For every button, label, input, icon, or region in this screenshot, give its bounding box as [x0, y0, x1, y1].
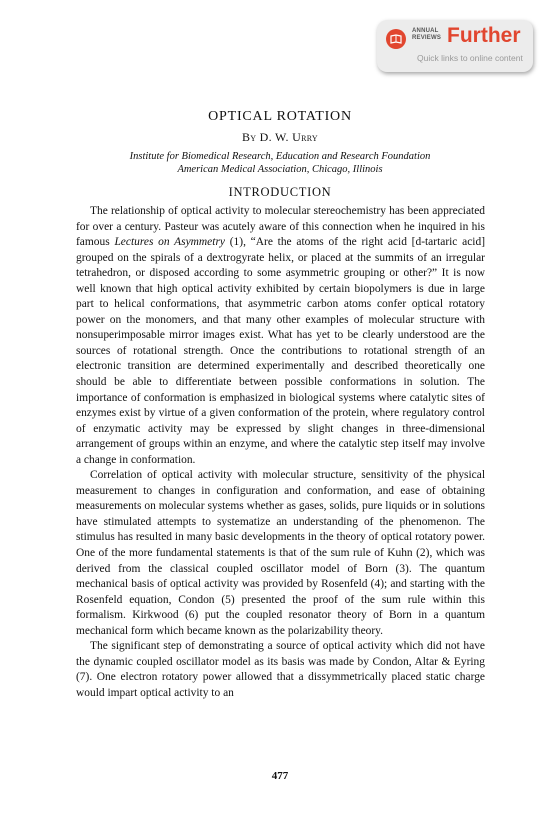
affiliation-line-1: Institute for Biomedical Research, Education and Research Foundation	[129, 151, 431, 162]
affiliation-line-2: American Medical Association, Chicago, Illinois	[177, 164, 383, 175]
badge-further-text: Further	[447, 24, 521, 47]
paragraph-3: The significant step of demonstrating a source of optical activity which did not have the dynamic coupled oscillator model as its basis was made by Condon, Altar & Eyring (7). One electron rotatory power allowed that a dissymmetrically placed static charge would impart optical activity to an	[76, 640, 485, 699]
article-author: By D. W. Urry	[241, 130, 319, 144]
badge-subtext: Quick links to online content	[417, 53, 523, 63]
paragraph-1	[76, 204, 485, 468]
annual-reviews-logo-icon	[386, 29, 406, 49]
paragraph-1-text-a: The relationship of optical activity to molecular stereochemistry has been appreciated for over a century. Pasteur was acutely aware of this connection when he inquired in his famous	[76, 205, 485, 249]
article-body	[76, 204, 485, 702]
paragraph-2: Correlation of optical activity with molecular structure, sensitivity of the physical measurement to changes in configuration and conformation, and ease of obtaining measurements on molecular systems whether as gases, solids, pure liquids or in solutions have stimulated attempts to systematize an understanding of the phenomenon. The stimulus has resulted in many basic developments in the theory of optical rotatory power. One of the more fundamental statements is that of the sum rule of Kuhn (2), which was derived from the classical coupled oscillator model of Born (3). The quantum mechanical basis of optical activity was provided by Rosenfeld (4); and starting with the Rosenfeld equation, Condon (5) presented the proof of the sum rule within this formalism. Kirkwood (6) put the coupled resonator theory of Born in a quantum mechanical form which became known as the polarizability theory.	[76, 469, 485, 637]
article-title: OPTICAL ROTATION	[208, 109, 352, 124]
book-icon	[390, 33, 402, 45]
paragraph-1-text-b: (1), “Are the atoms of the right acid [d-tartaric acid] grouped on the spirals of a dextrogyrate helix, or placed at the summits of an irregular tetrahedron, or disposed according to some asymmetric grouping or other?” It is now well known that high optical activity exhibited by certain biopolymers is due in large part to helical conformations, that asymmetric carbon atoms confer optical rotatory power on the monomers, and that many other examples of molecular structure with nonsuperimposable mirror images exist. What has yet to be clearly understood are the sources of rotational strength. Once the contributions to rotational strength of an electronic transition are determined experimentally and described theoretically one should be able to differentiate between possible conformations in solution. The importance of conformation is emphasized in biological systems where catalytic sites of enzymes exist by virtue of a given conformation of the protein, where regulatory control of enzymatic activity may be expressed by slight changes in three-dimensional arrangement of groups within an enzyme, and where the catalytic step itself may involve a change in conformation.	[76, 236, 486, 466]
book-title-italic: Lectures on Asymmetry	[114, 236, 225, 249]
section-heading: INTRODUCTION	[228, 185, 332, 199]
author-affiliation	[0, 150, 560, 176]
page-number: 477	[271, 770, 289, 782]
further-badge[interactable]	[377, 20, 533, 72]
badge-brand-text: ANNUAL REVIEWS	[412, 28, 442, 41]
